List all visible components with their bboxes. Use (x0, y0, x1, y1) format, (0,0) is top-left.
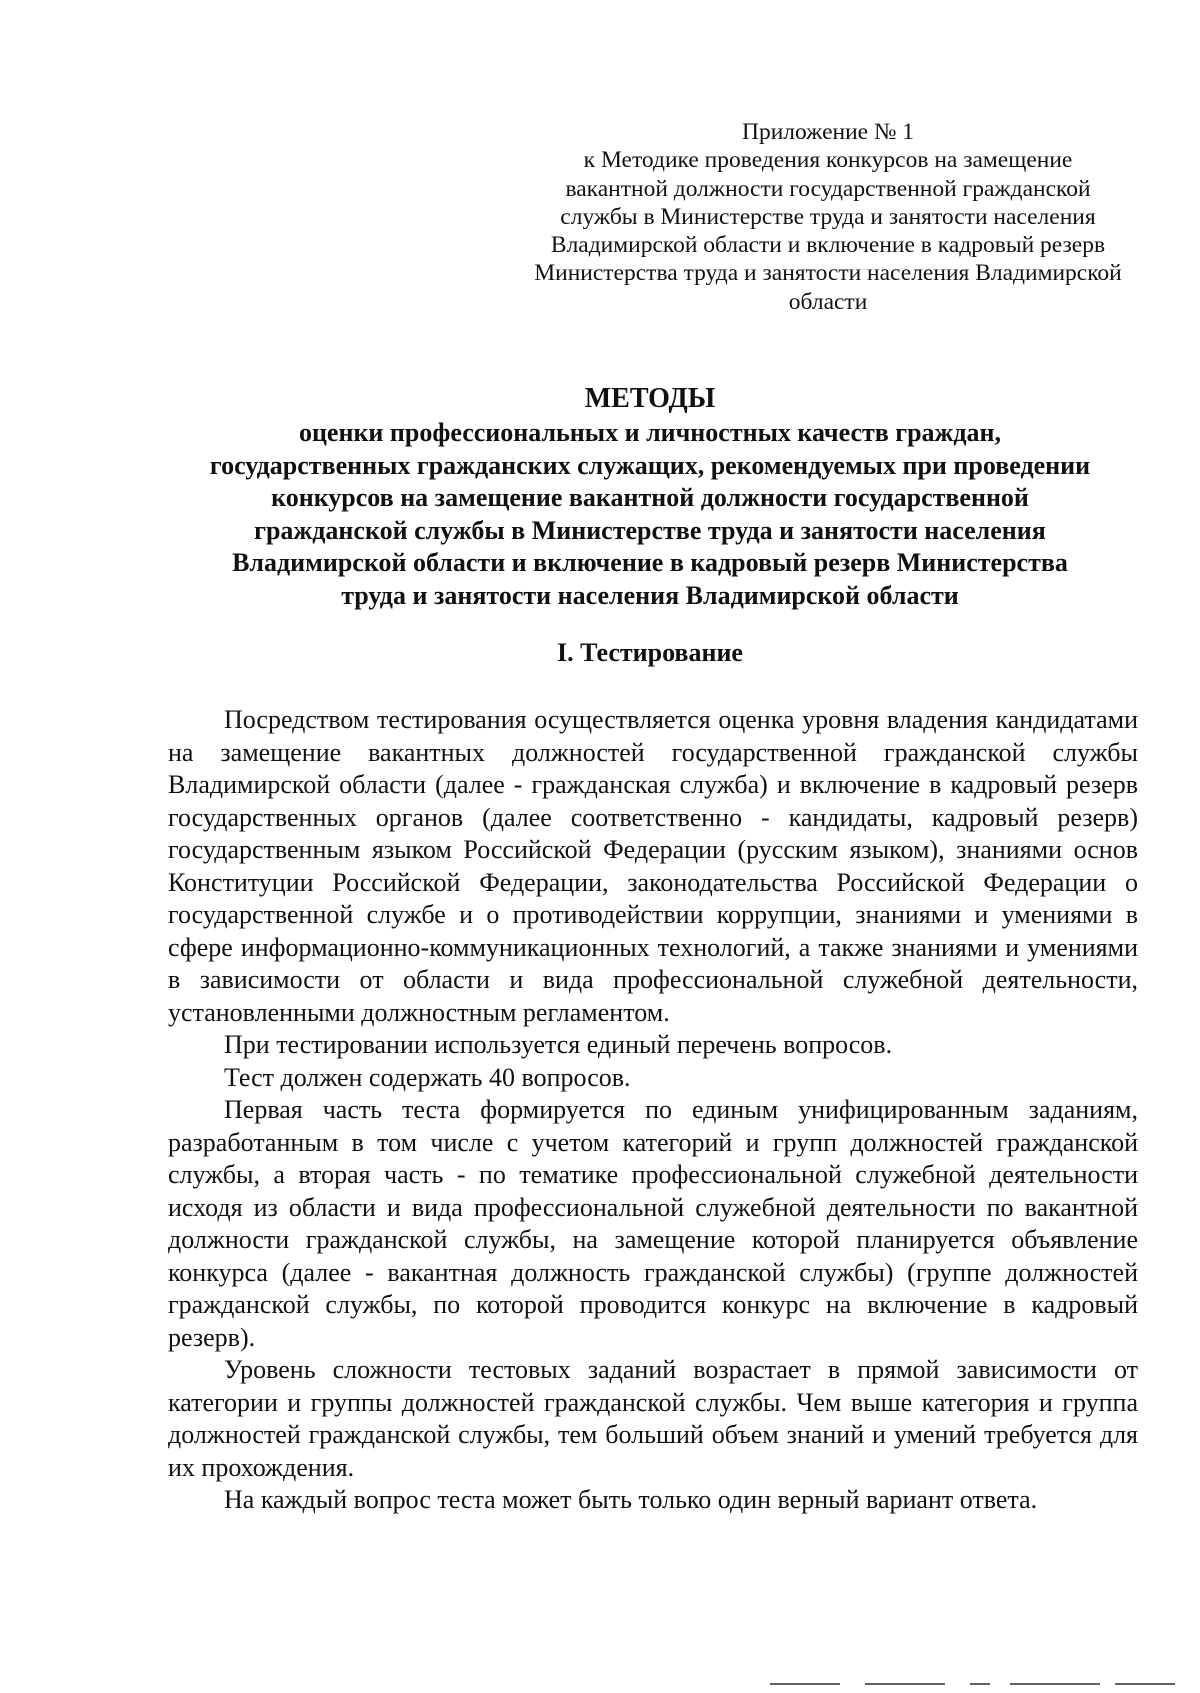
appendix-line: области (788, 288, 868, 315)
subtitle-line: государственных гражданских служащих, рекомендуемых при проведении (209, 450, 1091, 480)
appendix-line: Министерства труда и занятости населения Владимирской (534, 260, 1122, 287)
paragraph: Первая часть теста формируется по единым унифицированным заданиям, разработанным в том числе с учетом категорий и групп должностей гражданской службы, а вторая часть - по тематике профессиональной служебной деятельности исходя из области и вида профессиональной служебной деятельности по вакантной должности гражданской службы, на замещение которой планируется объявление конкурса (далее - вакантная должность гражданской службы) (группе должностей гражданской службы, по которой проводится конкурс на включение в кадровый резерв). (168, 1095, 1138, 1352)
scan-artifact-lines (770, 1683, 1190, 1687)
appendix-note (522, 118, 1134, 316)
scan-mark (1115, 1683, 1175, 1685)
paragraph: Уровень сложности тестовых заданий возрастает в прямой зависимости от категории и группы должностей гражданской службы. Чем выше категория и группа должностей гражданской службы, тем больший объем знаний и умений требуется для их прохождения. (168, 1355, 1138, 1482)
subtitle-line: конкурсов на замещение вакантной должности государственной (271, 483, 1029, 512)
paragraph: На каждый вопрос теста может быть только один верный вариант ответа. (224, 1485, 1038, 1514)
scan-mark (970, 1683, 990, 1685)
paragraph: Тест должен содержать 40 вопросов. (224, 1062, 631, 1092)
appendix-line: Владимирской области и включение в кадровый резерв (550, 232, 1106, 259)
subtitle-line: оценки профессиональных и личностных качеств граждан, (298, 418, 1002, 447)
subtitle-line: Владимирской области и включение в кадровый резерв Министерства (232, 548, 1068, 577)
body-text (168, 704, 1138, 1517)
document-title: МЕТОДЫ (584, 383, 716, 414)
subtitle-line: труда и занятости населения Владимирской области (341, 580, 959, 610)
appendix-line: Приложение № 1 (741, 119, 915, 145)
subtitle-line: гражданской службы в Министерстве труда и занятости населения (254, 515, 1046, 545)
scan-mark (1010, 1683, 1100, 1685)
section-heading: I. Тестирование (557, 638, 743, 667)
scan-mark (770, 1683, 840, 1685)
document-subtitle (150, 417, 1150, 612)
appendix-line: службы в Министерстве труда и занятости населения (560, 203, 1096, 230)
paragraph: При тестировании используется единый перечень вопросов. (224, 1030, 893, 1059)
scan-mark (865, 1683, 945, 1685)
paragraph: Посредством тестирования осуществляется оценка уровня владения кандидатами на замещение вакантных должностей государственной гражданской службы Владимирской области (далее - гражданская служба) и включение в кадровый резерв государственных органов (далее соответственно - кандидаты, кадровый резерв) государственным языком Российской Федерации (русским языком), знаниями основ Конституции Российской Федерации, законодательства Российской Федерации о государственной службе и о противодействии коррупции, знаниями и умениями в сфере информационно-коммуникационных технологий, а также знаниями и умениями в зависимости от области и вида профессиональной служебной деятельности, установленными должностным регламентом. (168, 705, 1138, 1027)
appendix-line: к Методике проведения конкурсов на замещение (583, 147, 1073, 174)
appendix-line: вакантной должности государственной гражданской (565, 175, 1091, 202)
